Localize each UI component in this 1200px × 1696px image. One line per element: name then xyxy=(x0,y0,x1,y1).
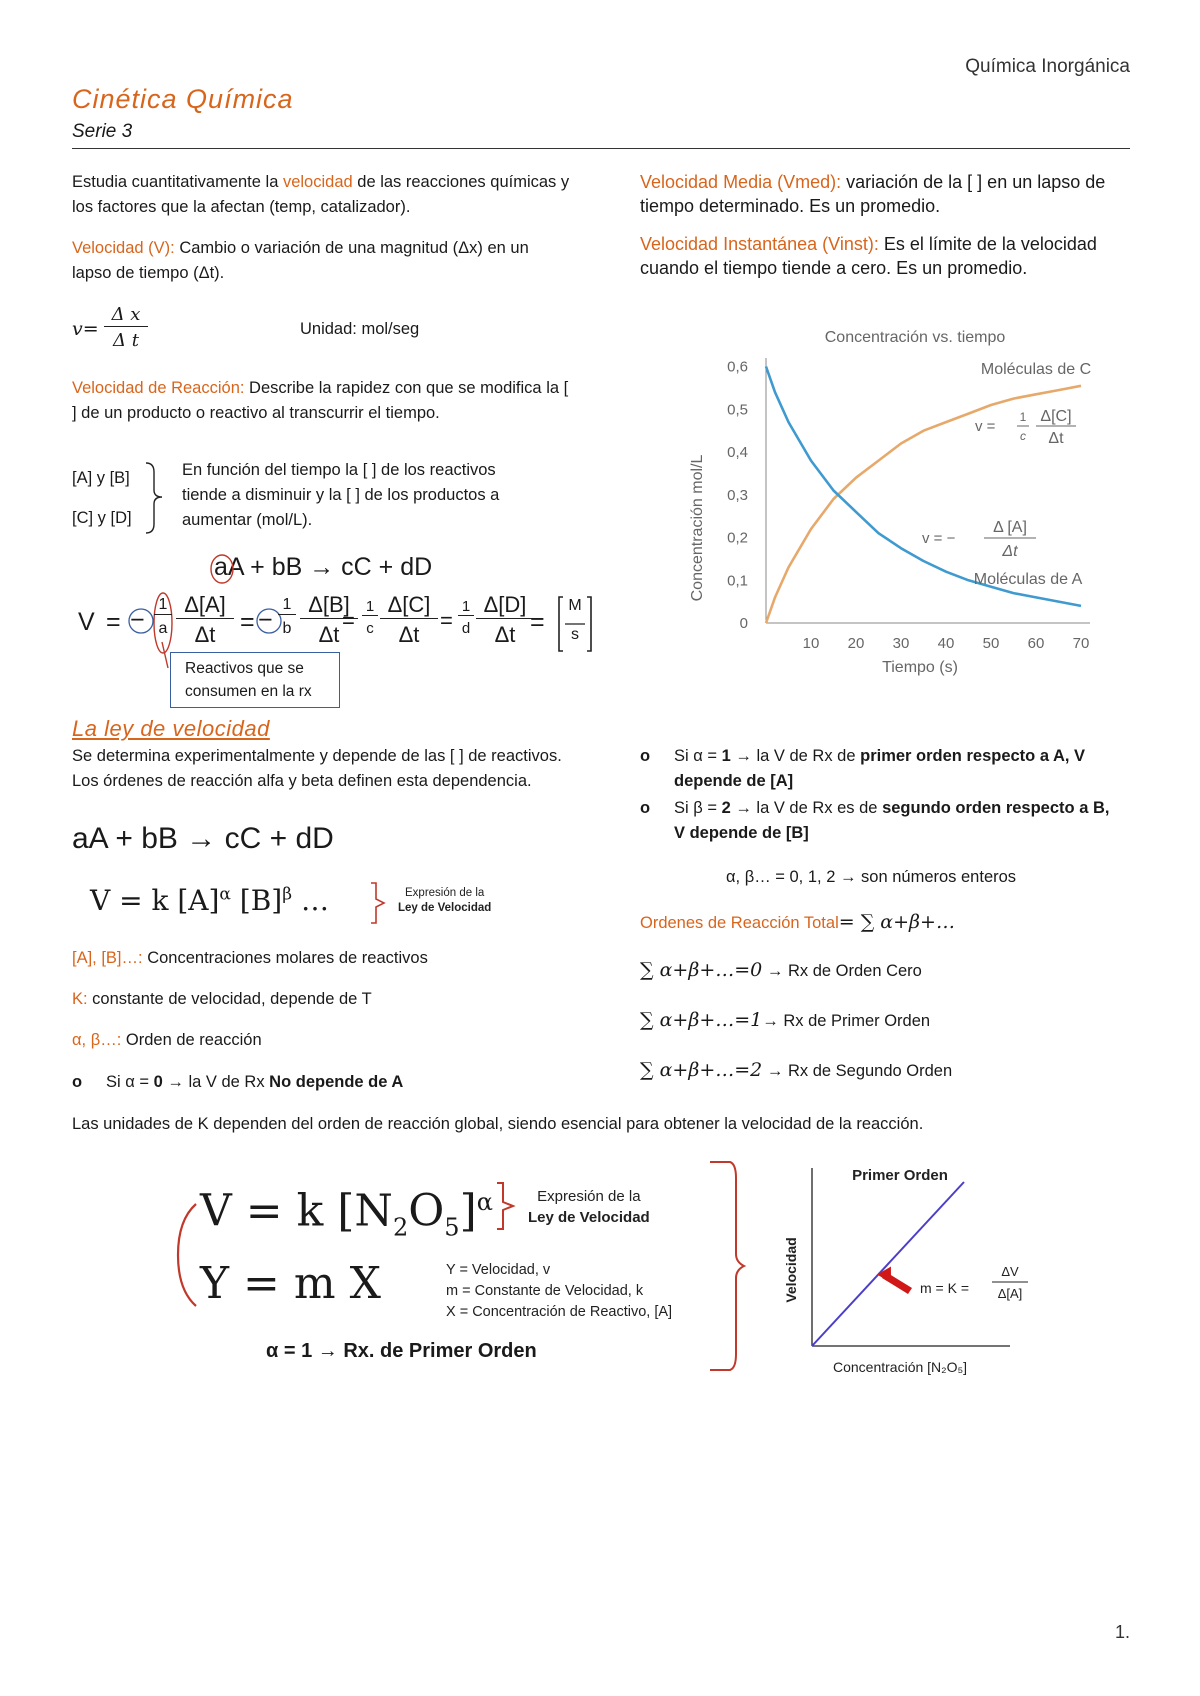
eqC-frac-d: c xyxy=(1020,429,1026,443)
bottom-law-brace xyxy=(494,1180,518,1232)
y-tick-label: 0 xyxy=(739,615,748,632)
x-tick-label: 20 xyxy=(847,635,865,652)
reaction-equation: aA + bB → cC + dD xyxy=(214,553,433,581)
y-tick-label: 0,5 xyxy=(727,401,748,419)
eqA-den: Δt xyxy=(1002,543,1018,560)
vinst-definition: Velocidad Instantánea (Vinst): Es el límite de la velocidad cuando el tiempo tiende a cero. Es un promedio. xyxy=(640,234,1097,278)
label-molecules-C: Moléculas de C xyxy=(980,361,1092,378)
graph-title: Primer Orden xyxy=(852,1167,948,1184)
header-rule xyxy=(72,148,1130,149)
order-definition: α, β…: Orden de reacción xyxy=(72,1031,262,1049)
frac-d-den: d xyxy=(461,620,471,637)
eqC-lhs: v = xyxy=(975,418,996,435)
x-tick-label: 50 xyxy=(982,635,1000,652)
rate-law-brace xyxy=(368,880,390,926)
rate-eq4: = xyxy=(440,608,453,633)
frac-dB-num: Δ[B] xyxy=(300,592,358,619)
frac-a-num: 1 xyxy=(154,596,172,615)
rate-eq5: = xyxy=(530,608,545,636)
frac-d-num: 1 xyxy=(458,598,474,616)
brace-explanation: En función del tiempo la [ ] de los reactivos tiende a disminuir y la [ ] de los productos a aumentar (mol/L). xyxy=(182,461,500,529)
x-tick-label: 10 xyxy=(802,635,820,652)
vmed-definition: Velocidad Media (Vmed): variación de la [ ] en un lapso de tiempo determinado. Es un promedio. xyxy=(640,172,1106,216)
rate-law: V = k $[A]^\alpha$ $[B]^\beta$ … xyxy=(90,884,329,917)
course-name: Química Inorgánica xyxy=(965,56,1130,77)
bottom-law-caption: Expresión de la Ley de Velocidad xyxy=(528,1188,650,1226)
bottom-rate-law: V = k $[N_2O_5]^\alpha$ xyxy=(200,1185,493,1242)
sum-order-one: ∑ α+β+…=1→ Rx de Primer Orden xyxy=(640,1009,931,1031)
x-tick-label: 40 xyxy=(937,635,955,652)
page-subtitle: Serie 3 xyxy=(72,121,133,142)
bullet-order-zero: o Si α = 0 → la V de Rx No depende de A xyxy=(72,1073,404,1091)
left-bracket xyxy=(172,1200,202,1310)
frac-c-den: c xyxy=(366,620,374,637)
reactants-note-box: Reactivos que se consumen en la rx xyxy=(170,652,340,708)
y-tick-label: 0,3 xyxy=(727,486,748,504)
frac-dC-num: Δ[C] xyxy=(380,592,438,619)
rate-eq2: = xyxy=(240,608,255,636)
graph-line xyxy=(812,1182,964,1346)
frac-dD-num: Δ[D] xyxy=(476,592,534,619)
eqC-frac-n: 1 xyxy=(1019,410,1027,424)
graph-xlabel: Concentración [N₂O₅] xyxy=(832,1359,968,1375)
velocity-formula-den: Δ t xyxy=(113,330,139,351)
variable-definitions: Y = Velocidad, v m = Constante de Velocidad, k X = Concentración de Reactivo, [A] xyxy=(446,1262,673,1320)
sum-order-two: ∑ α+β+…=2 → Rx de Segundo Orden xyxy=(640,1059,953,1081)
slope-den: Δ[A] xyxy=(997,1286,1023,1301)
integer-orders: α, β… = 0, 1, 2 → son números enteros xyxy=(726,868,1017,886)
label-molecules-A: Moléculas de A xyxy=(973,571,1083,588)
y-tick-label: 0,6 xyxy=(727,358,748,376)
linear-equation: Y = m X xyxy=(200,1258,381,1309)
x-tick-label: 70 xyxy=(1072,635,1090,652)
eqC-den: Δt xyxy=(1048,430,1064,447)
y-tick-label: 0,2 xyxy=(727,529,748,547)
slope-lhs: m = K = xyxy=(920,1280,970,1296)
bullet-order-one: o Si α = 1 → la V de Rx de primer orden respecto a A, V depende de [A] xyxy=(640,747,1086,790)
product-pair: [C] y [D] xyxy=(72,509,132,527)
first-order-conclusion: α = 1 → Rx. de Primer Orden xyxy=(266,1340,537,1362)
reaction-velocity-definition: Velocidad de Reacción: Describe la rapidez con que se modifica la [ ] de un producto o reactivo al transcurrir el tiempo. xyxy=(72,379,569,422)
frac-dD-den: Δt xyxy=(494,622,516,647)
k-units-note: Las unidades de K dependen del orden de reacción global, siendo esencial para obtener la velocidad de la reacción. xyxy=(72,1115,924,1133)
intro-paragraph: Estudia cuantitativamente la velocidad de las reacciones químicas y los factores que la afectan (temp, catalizador). xyxy=(72,173,570,216)
y-tick-label: 0,1 xyxy=(727,572,748,590)
graph-ylabel: Velocidad xyxy=(783,1237,799,1303)
unit-M: M xyxy=(568,597,582,614)
frac-dB-den: Δt xyxy=(318,622,340,647)
rate-V: V xyxy=(78,608,95,636)
frac-b-num: 1 xyxy=(278,596,296,615)
total-order: Ordenes de Reacción Total= ∑ α+β+… xyxy=(640,911,955,933)
rate-eq3: = xyxy=(342,608,355,633)
eqA-num: Δ [A] xyxy=(993,519,1027,536)
x-tick-label: 60 xyxy=(1027,635,1045,652)
frac-a-den: a xyxy=(158,620,168,637)
ley-title: La ley de velocidad xyxy=(72,716,270,741)
eqC-num: Δ[C] xyxy=(1040,408,1072,425)
k-definition: K: constante de velocidad, depende de T xyxy=(72,990,372,1008)
velocity-formula-num: Δ x xyxy=(104,304,148,327)
chart-title: Concentración vs. tiempo xyxy=(824,329,1006,346)
frac-b-den: b xyxy=(282,620,292,637)
frac-c-num: 1 xyxy=(362,598,378,616)
frac-dA-num: Δ[A] xyxy=(176,592,234,619)
series-line-mol-culas-de-a xyxy=(766,367,1081,606)
velocity-unit: Unidad: mol/seg xyxy=(300,320,420,338)
chart-ylabel: Concentración mol/L xyxy=(689,454,706,602)
page-title: Cinética Química xyxy=(72,84,294,114)
slope-num: ΔV xyxy=(1001,1264,1019,1279)
reactant-pair: [A] y [B] xyxy=(72,469,130,487)
curly-brace xyxy=(142,460,172,536)
frac-dA-den: Δt xyxy=(194,622,216,647)
eqA-lhs: v = − xyxy=(922,530,956,547)
right-bracket xyxy=(706,1158,746,1374)
velocity-definition: Velocidad (V): Cambio o variación de una magnitud (Δx) en un lapso de tiempo (Δt). xyxy=(72,239,529,282)
x-tick-label: 30 xyxy=(892,635,910,652)
first-order-graph xyxy=(770,1160,1060,1382)
frac-dC-den: Δt xyxy=(398,622,420,647)
ley-reaction: aA + bB → cC + dD xyxy=(72,822,334,855)
bullet-order-two: o Si β = 2 → la V de Rx es de segundo orden respecto a B, V depende de [B] xyxy=(640,799,1110,842)
rate-eq1: = xyxy=(106,608,121,636)
concentration-time-chart xyxy=(670,318,1110,686)
rate-minus2: − xyxy=(258,606,273,634)
sum-order-zero: ∑ α+β+…=0 → Rx de Orden Cero xyxy=(640,959,922,981)
y-tick-label: 0,4 xyxy=(727,444,748,462)
unit-s: s xyxy=(571,626,579,643)
ley-description: Se determina experimentalmente y depende de las [ ] de reactivos. Los órdenes de reacción alfa y beta definen esta dependencia. xyxy=(72,747,562,790)
rate-law-caption: Expresión de la Ley de Velocidad xyxy=(398,887,492,914)
chart-xlabel: Tiempo (s) xyxy=(882,659,958,676)
velocity-term: velocidad xyxy=(282,173,353,191)
conc-definition: [A], [B]…: Concentraciones molares de reactivos xyxy=(72,949,428,967)
rate-minus1: − xyxy=(130,606,145,634)
coefficient-circle xyxy=(208,552,238,586)
page-number: 1. xyxy=(1114,1622,1130,1642)
velocity-formula-lhs: v= xyxy=(72,318,99,340)
